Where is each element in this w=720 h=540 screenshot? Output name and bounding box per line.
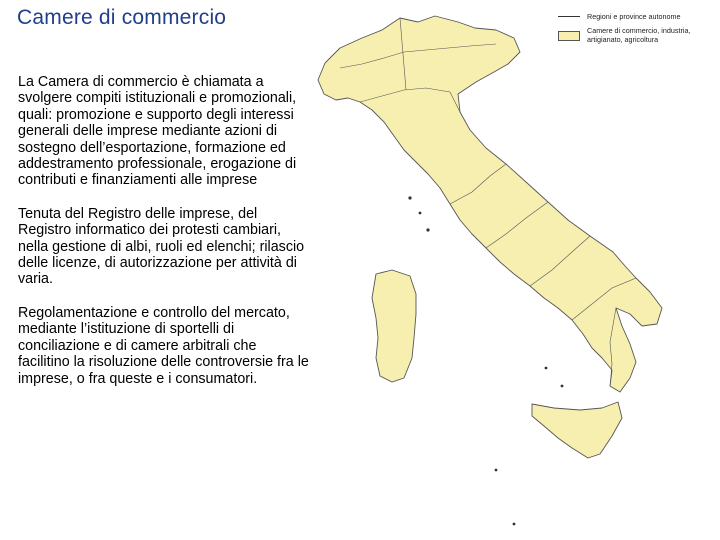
slide-title: Camere di commercio — [17, 6, 227, 29]
sicily — [532, 402, 622, 458]
paragraph-market-regulation: Regolamentazione e controllo del mercato, mediante l’istituzione di sportelli di conciliazione e di camere arbitrali che facilitino la risoluzione delle controversie fra le imprese, o fra queste e i consumatori. — [18, 304, 309, 387]
sardinia — [372, 270, 416, 382]
island-dot — [419, 212, 422, 215]
paragraph-registry: Tenuta del Registro delle imprese, del Registro informatico dei protesti cambiari, nella gestione di albi, ruoli ed elenchi; rilascio delle licenze, di autorizzazione per attività di varia. — [18, 205, 305, 288]
island-dot — [545, 367, 548, 370]
italy-map — [300, 8, 710, 533]
italy-mainland — [318, 16, 662, 392]
island-dot — [513, 523, 516, 526]
island-dot — [561, 385, 564, 388]
island-dot — [426, 228, 429, 231]
legend-chamber-label: Camere di commercio, industria, artigianato, agricoltura — [587, 26, 691, 44]
legend-boundary-label: Regioni e province autonome — [587, 12, 681, 21]
island-dot — [408, 196, 411, 199]
island-dot — [495, 469, 498, 472]
paragraph-chamber-duties: La Camera di commercio è chiamata a svolgere compiti istituzionali e promozionali, quali: promozione e supporto degli interessi generali delle imprese mediante azioni di sostegno dell’esportazione, formazione ed addestramento professionale, erogazione di contributi e finanziamenti alle imprese — [18, 74, 297, 189]
slide-body — [18, 74, 310, 404]
